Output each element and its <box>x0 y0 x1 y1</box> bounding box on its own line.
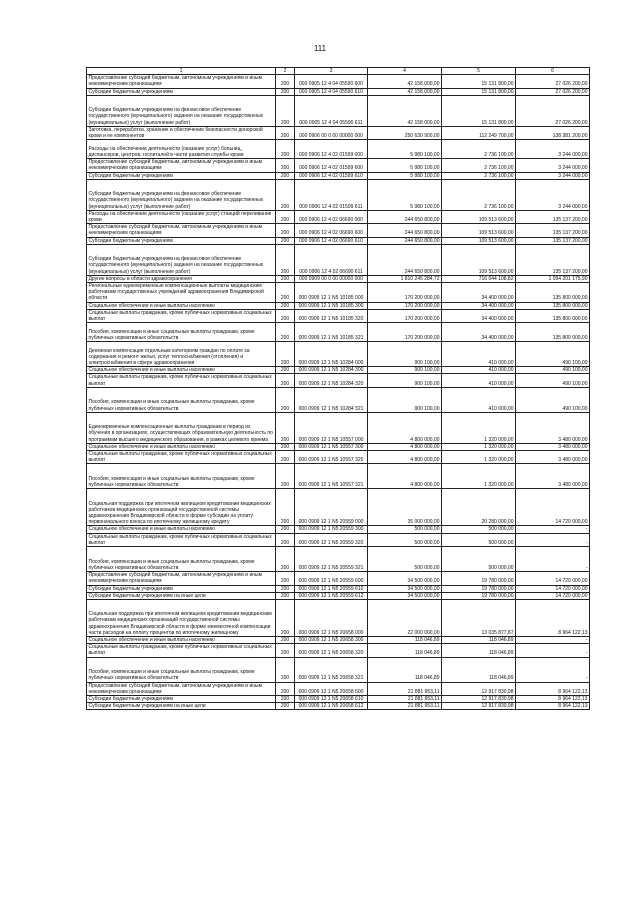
row-code: 200 <box>276 283 295 303</box>
row-value-col4: 244 650 800,00 <box>368 210 442 223</box>
row-value-col6: - <box>516 547 590 572</box>
row-code: 200 <box>276 464 295 489</box>
table-row <box>87 244 590 275</box>
row-name: Социальная поддержка при ипотечном жилищном кредитовании медицинских работников медицинских организаций государственной системы здравоохранения Владимирской области в форме субсидии на уплату первоначального взноса по ипотечному жилищному кредиту <box>87 489 276 526</box>
row-name: Субсидии бюджетным учреждениям <box>87 172 276 179</box>
row-value-col6: 3 480 000,00 <box>516 443 590 450</box>
row-kbk: 000 0909 12 1 N5 10557 321 <box>295 464 368 489</box>
row-code: 200 <box>276 636 295 643</box>
table-row <box>87 210 590 223</box>
row-name: Региональные единовременные компенсационные выплаты медицинским работникам государственных учреждений здравоохранения Владимирской области <box>87 283 276 303</box>
table-row <box>87 657 590 682</box>
row-code: 200 <box>276 159 295 172</box>
table-row <box>87 547 590 572</box>
row-value-col6: 135 137 200,00 <box>516 224 590 237</box>
row-code: 200 <box>276 140 295 159</box>
row-value-col4: 22 000 000,00 <box>368 599 442 636</box>
table-row <box>87 599 590 636</box>
table-row <box>87 695 590 702</box>
row-value-col6: - <box>516 533 590 546</box>
row-code: 200 <box>276 323 295 342</box>
row-value-col4: 42 158 000,00 <box>368 95 442 126</box>
row-name: Социальная поддержка при ипотечном жилищном кредитовании медицинским работникам медицинских организаций государственной системы здравоохранения Владимирской области в форме ежемесячной компенсации части расходов на оплату процентов по ипотечному жилищному <box>87 599 276 636</box>
row-value-col6: 138 381 200,00 <box>516 126 590 139</box>
row-value-col6: - <box>516 657 590 682</box>
row-value-col4: 5 980 100,00 <box>368 140 442 159</box>
row-value-col6: 135 137 200,00 <box>516 244 590 275</box>
row-code: 200 <box>276 443 295 450</box>
row-code: 200 <box>276 657 295 682</box>
table-row <box>87 126 590 139</box>
row-value-col5: 34 400 000,00 <box>442 302 516 309</box>
row-value-col6: 3 480 000,00 <box>516 464 590 489</box>
row-value-col5: 410 000,00 <box>442 387 516 412</box>
row-value-col4: 21 881 953,11 <box>368 682 442 695</box>
table-row <box>87 412 590 443</box>
row-value-col5: 34 400 000,00 <box>442 323 516 342</box>
row-kbk: 000 0909 12 1 N5 20559 600 <box>295 572 368 585</box>
row-value-col4: 118 046,89 <box>368 644 442 657</box>
row-value-col6: 135 800 000,00 <box>516 323 590 342</box>
row-name: Пособия, компенсации и иные социальные выплаты гражданам, кроме публичных нормативных обязательств <box>87 547 276 572</box>
row-value-col4: 900 100,00 <box>368 374 442 387</box>
row-value-col5: 12 917 830,98 <box>442 682 516 695</box>
row-value-col5: 19 780 000,00 <box>442 572 516 585</box>
table-row <box>87 172 590 179</box>
row-value-col5: 500 000,00 <box>442 533 516 546</box>
row-code: 200 <box>276 367 295 374</box>
row-value-col5: 500 000,00 <box>442 526 516 533</box>
row-name: Предоставление субсидий бюджетным, автономным учреждениям и иным некоммерческим организациям <box>87 159 276 172</box>
column-header: 6 <box>516 68 590 75</box>
row-kbk: 000 0905 12 4 04 05590 611 <box>295 95 368 126</box>
column-header: 1 <box>87 68 276 75</box>
row-value-col6: 135 800 000,00 <box>516 309 590 322</box>
row-value-col6: 135 137 200,00 <box>516 237 590 244</box>
row-value-col4: 170 200 000,00 <box>368 302 442 309</box>
row-value-col5: 118 046,89 <box>442 657 516 682</box>
row-name: Социальные выплаты гражданам, кроме публичных нормативных социальных выплат <box>87 451 276 464</box>
table-row <box>87 572 590 585</box>
row-code: 200 <box>276 682 295 695</box>
row-kbk: 000 0906 12 4 02 06690 611 <box>295 244 368 275</box>
row-value-col4: 35 000 000,00 <box>368 489 442 526</box>
row-kbk: 000 0905 12 4 04 05590 610 <box>295 88 368 95</box>
table-row <box>87 140 590 159</box>
row-value-col4: 170 200 000,00 <box>368 309 442 322</box>
row-value-col6: 27 026 200,00 <box>516 95 590 126</box>
row-code: 200 <box>276 489 295 526</box>
row-code: 200 <box>276 172 295 179</box>
row-kbk: 000 0909 12 1 N5 10185 300 <box>295 302 368 309</box>
row-value-col4: 250 630 900,00 <box>368 126 442 139</box>
row-code: 200 <box>276 224 295 237</box>
row-value-col5: 2 736 100,00 <box>442 159 516 172</box>
row-value-col6: 3 244 000,00 <box>516 179 590 210</box>
row-kbk: 000 0906 12 4 02 01599 610 <box>295 172 368 179</box>
table-row <box>87 75 590 88</box>
table-row <box>87 489 590 526</box>
column-header: 5 <box>442 68 516 75</box>
row-code: 200 <box>276 88 295 95</box>
column-header: 3 <box>295 68 368 75</box>
row-value-col6: 14 720 000,00 <box>516 572 590 585</box>
row-kbk: 000 0909 12 1 N5 10185 320 <box>295 309 368 322</box>
row-code: 200 <box>276 95 295 126</box>
row-code: 200 <box>276 547 295 572</box>
row-code: 200 <box>276 309 295 322</box>
row-kbk: 000 0909 12 1 N5 20658 610 <box>295 695 368 702</box>
page-number: 111 <box>313 44 327 53</box>
row-value-col4: 4 800 000,00 <box>368 464 442 489</box>
table-row <box>87 387 590 412</box>
row-kbk: 000 0906 12 4 02 06690 000 <box>295 210 368 223</box>
row-value-col6: 14 720 000,00 <box>516 585 590 592</box>
row-value-col4: 170 200 000,00 <box>368 283 442 303</box>
row-code: 200 <box>276 451 295 464</box>
row-value-col4: 4 800 000,00 <box>368 412 442 443</box>
table-row <box>87 703 590 710</box>
row-value-col6: 135 800 000,00 <box>516 283 590 303</box>
row-value-col4: 900 100,00 <box>368 387 442 412</box>
row-kbk: 000 0906 12 4 02 01599 600 <box>295 159 368 172</box>
table-row <box>87 443 590 450</box>
row-value-col4: 900 100,00 <box>368 367 442 374</box>
row-value-col4: 4 800 000,00 <box>368 451 442 464</box>
row-value-col6: - <box>516 526 590 533</box>
row-value-col6: 27 026 200,00 <box>516 75 590 88</box>
row-value-col5: 13 035 877,87 <box>442 599 516 636</box>
row-kbk: 000 0909 12 1 N5 20658 300 <box>295 636 368 643</box>
table-row <box>87 95 590 126</box>
row-name: Социальное обеспечение и иные выплаты населению <box>87 636 276 643</box>
row-value-col4: 5 980 100,00 <box>368 172 442 179</box>
row-code: 200 <box>276 695 295 702</box>
row-value-col4: 170 200 000,00 <box>368 323 442 342</box>
row-value-col5: 410 000,00 <box>442 367 516 374</box>
table-row <box>87 302 590 309</box>
table-row <box>87 682 590 695</box>
row-kbk: 000 0909 12 1 N5 10284 321 <box>295 387 368 412</box>
row-value-col4: 5 980 100,00 <box>368 159 442 172</box>
row-code: 200 <box>276 592 295 599</box>
row-kbk: 000 0905 12 4 04 05590 600 <box>295 75 368 88</box>
row-value-col4: 244 650 800,00 <box>368 237 442 244</box>
row-name: Социальные выплаты гражданам, кроме публичных нормативных социальных выплат <box>87 533 276 546</box>
table-body <box>87 75 590 710</box>
column-header: 2 <box>276 68 295 75</box>
row-name: Пособия, компенсации и иные социальные выплаты гражданам, кроме публичных нормативных обязательств <box>87 464 276 489</box>
row-value-col6: 135 137 200,00 <box>516 210 590 223</box>
table-row <box>87 644 590 657</box>
row-value-col6: 3 244 000,00 <box>516 140 590 159</box>
row-value-col5: 109 513 600,00 <box>442 210 516 223</box>
row-value-col5: 118 046,89 <box>442 644 516 657</box>
table-row <box>87 179 590 210</box>
row-kbk: 000 0909 12 1 N5 10185 000 <box>295 283 368 303</box>
table-row <box>87 309 590 322</box>
table-row <box>87 342 590 367</box>
row-value-col6: - <box>516 636 590 643</box>
row-name: Пособия, компенсации и иные социальные выплаты гражданам, кроме публичных нормативных обязательств <box>87 657 276 682</box>
table-row <box>87 88 590 95</box>
row-kbk: 000 0909 12 1 N5 20658 321 <box>295 657 368 682</box>
row-kbk: 000 0909 12 1 N5 10185 321 <box>295 323 368 342</box>
row-value-col4: 34 500 000,00 <box>368 592 442 599</box>
row-value-col6: 135 800 000,00 <box>516 302 590 309</box>
row-value-col5: 15 131 800,00 <box>442 75 516 88</box>
row-value-col4: 244 650 800,00 <box>368 244 442 275</box>
row-kbk: 000 0909 12 1 N5 10284 300 <box>295 367 368 374</box>
table-row <box>87 159 590 172</box>
row-value-col4: 500 000,00 <box>368 547 442 572</box>
row-value-col4: 500 000,00 <box>368 526 442 533</box>
row-kbk: 000 0909 12 1 N5 20559 610 <box>295 585 368 592</box>
row-value-col5: 2 736 100,00 <box>442 140 516 159</box>
row-code: 200 <box>276 244 295 275</box>
row-name: Социальное обеспечение и иные выплаты населению <box>87 443 276 450</box>
row-kbk: 000 0909 12 1 N5 20658 600 <box>295 682 368 695</box>
row-kbk: 000 0909 12 1 N5 20658 612 <box>295 703 368 710</box>
row-value-col6: 8 964 122,13 <box>516 599 590 636</box>
row-value-col4: 1 810 245 284,72 <box>368 275 442 282</box>
row-code: 200 <box>276 526 295 533</box>
table-header-row <box>87 68 590 75</box>
row-code: 200 <box>276 703 295 710</box>
row-value-col4: 42 158 000,00 <box>368 88 442 95</box>
row-value-col4: 500 000,00 <box>368 533 442 546</box>
table-row <box>87 451 590 464</box>
row-name: Субсидии бюджетным учреждениям на иные цели <box>87 703 276 710</box>
row-name: Расходы на обеспечение деятельности (оказание услуг) станций переливания крови <box>87 210 276 223</box>
row-value-col6: 3 480 000,00 <box>516 412 590 443</box>
row-value-col5: 15 131 800,00 <box>442 88 516 95</box>
row-name: Заготовка, переработка, хранение и обеспечение безопасности донорской крови и ее компонентов <box>87 126 276 139</box>
row-value-col6: 14 720 000,00 <box>516 592 590 599</box>
row-kbk: 000 0909 12 1 N5 20658 320 <box>295 644 368 657</box>
row-kbk: 000 0909 12 1 N5 20559 612 <box>295 592 368 599</box>
row-value-col6: 490 100,00 <box>516 387 590 412</box>
row-kbk: 000 0909 12 1 N5 10284 000 <box>295 342 368 367</box>
row-value-col4: 900 100,00 <box>368 342 442 367</box>
column-header: 4 <box>368 68 442 75</box>
row-value-col6: 1 094 201 175,90 <box>516 275 590 282</box>
row-code: 200 <box>276 387 295 412</box>
row-name: Субсидии бюджетным учреждениям на финансовое обеспечение государственного (муниципального) задания на оказание государственных (муниципальных) услуг (выполнение работ) <box>87 244 276 275</box>
table-row <box>87 636 590 643</box>
row-code: 200 <box>276 179 295 210</box>
row-name: Социальные выплаты гражданам, кроме публичных нормативных социальных выплат <box>87 374 276 387</box>
row-kbk: 000 0906 12 4 02 01599 000 <box>295 140 368 159</box>
row-code: 200 <box>276 275 295 282</box>
table-row <box>87 533 590 546</box>
row-name: Пособия, компенсации и иные социальные выплаты гражданам, кроме публичных нормативных обязательств <box>87 387 276 412</box>
row-name: Предоставление субсидий бюджетным, автономным учреждениям и иным некоммерческим организациям <box>87 224 276 237</box>
row-kbk: 000 0909 12 1 N5 10284 320 <box>295 374 368 387</box>
row-kbk: 000 0909 12 1 N5 20559 000 <box>295 489 368 526</box>
row-kbk: 000 0906 12 4 02 06690 600 <box>295 224 368 237</box>
row-value-col5: 34 400 000,00 <box>442 283 516 303</box>
row-value-col5: 15 131 800,00 <box>442 95 516 126</box>
row-value-col4: 244 650 800,00 <box>368 224 442 237</box>
row-value-col4: 21 881 953,11 <box>368 695 442 702</box>
row-kbk: 000 0909 12 1 N5 20658 000 <box>295 599 368 636</box>
row-code: 200 <box>276 572 295 585</box>
row-value-col5: 112 249 700,00 <box>442 126 516 139</box>
row-kbk: 000 0906 00 0 00 00000 000 <box>295 126 368 139</box>
row-value-col6: 8 964 122,13 <box>516 682 590 695</box>
row-value-col6: 490 100,00 <box>516 342 590 367</box>
table-row <box>87 464 590 489</box>
row-value-col4: 21 881 953,11 <box>368 703 442 710</box>
row-kbk: 000 0909 12 1 N5 10557 320 <box>295 451 368 464</box>
row-name: Предоставление субсидий бюджетным, автономным учреждениям и иным некоммерческим организациям <box>87 75 276 88</box>
row-name: Социальные выплаты гражданам, кроме публичных нормативных социальных выплат <box>87 644 276 657</box>
row-value-col5: 1 320 000,00 <box>442 412 516 443</box>
row-value-col5: 19 780 000,00 <box>442 585 516 592</box>
row-value-col5: 109 513 600,00 <box>442 237 516 244</box>
row-value-col4: 34 500 000,00 <box>368 585 442 592</box>
row-value-col6: 3 244 000,00 <box>516 159 590 172</box>
row-value-col5: 19 780 000,00 <box>442 592 516 599</box>
row-kbk: 000 0909 12 1 N5 20559 321 <box>295 547 368 572</box>
table-row <box>87 367 590 374</box>
row-value-col5: 1 320 000,00 <box>442 451 516 464</box>
row-value-col6: 14 720 000,00 <box>516 489 590 526</box>
row-name: Субсидии бюджетным учреждениям <box>87 695 276 702</box>
row-name: Расходы на обеспечение деятельности (оказание услуг) больниц, диспансеров, центров, госпиталей в части развития службы крови <box>87 140 276 159</box>
row-code: 200 <box>276 644 295 657</box>
row-value-col5: 2 736 100,00 <box>442 179 516 210</box>
row-code: 200 <box>276 126 295 139</box>
row-code: 200 <box>276 374 295 387</box>
row-name: Субсидии бюджетным учреждениям <box>87 585 276 592</box>
row-value-col6: 3 480 000,00 <box>516 451 590 464</box>
row-name: Социальное обеспечение и иные выплаты населению <box>87 302 276 309</box>
row-code: 200 <box>276 302 295 309</box>
row-kbk: 000 0909 00 0 00 00000 000 <box>295 275 368 282</box>
row-value-col4: 34 500 000,00 <box>368 572 442 585</box>
row-name: Предоставление субсидий бюджетным, автономным учреждениям и иным некоммерческим организациям <box>87 682 276 695</box>
budget-table <box>86 67 590 710</box>
row-kbk: 000 0906 12 4 02 01599 611 <box>295 179 368 210</box>
table-row <box>87 237 590 244</box>
row-value-col4: 118 046,89 <box>368 657 442 682</box>
row-name: Субсидии бюджетным учреждениям на иные цели <box>87 592 276 599</box>
row-value-col5: 500 000,00 <box>442 547 516 572</box>
table-row <box>87 374 590 387</box>
row-name: Предоставление субсидий бюджетным, автономным учреждениям и иным некоммерческим организациям <box>87 572 276 585</box>
row-name: Субсидии бюджетным учреждениям на финансовое обеспечение государственного (муниципального) задания на оказание государственных (муниципальных) услуг (выполнение работ) <box>87 179 276 210</box>
table-row <box>87 224 590 237</box>
row-value-col5: 1 320 000,00 <box>442 464 516 489</box>
row-value-col5: 109 513 600,00 <box>442 244 516 275</box>
row-name: Денежная компенсация отдельным категориям граждан по оплате за содержание и ремонт жилья, услуг теплоснабжения (отопления) и электроснабжения в сфере здравоохранения <box>87 342 276 367</box>
row-name: Социальное обеспечение и иные выплаты населению <box>87 367 276 374</box>
row-code: 200 <box>276 237 295 244</box>
row-value-col6: 490 100,00 <box>516 367 590 374</box>
row-kbk: 000 0906 12 4 02 06690 610 <box>295 237 368 244</box>
row-value-col5: 118 046,89 <box>442 636 516 643</box>
row-code: 200 <box>276 75 295 88</box>
row-name: Субсидии бюджетным учреждениям на финансовое обеспечение государственного (муниципального) задания на оказание государственных (муниципальных) услуг (выполнение работ) <box>87 95 276 126</box>
row-value-col5: 12 917 830,98 <box>442 703 516 710</box>
row-code: 200 <box>276 210 295 223</box>
row-value-col6: 8 964 122,13 <box>516 695 590 702</box>
table-row <box>87 323 590 342</box>
row-value-col5: 34 400 000,00 <box>442 309 516 322</box>
row-code: 200 <box>276 342 295 367</box>
row-value-col4: 4 800 000,00 <box>368 443 442 450</box>
row-value-col4: 5 980 100,00 <box>368 179 442 210</box>
row-value-col6: 8 964 122,13 <box>516 703 590 710</box>
table-row <box>87 585 590 592</box>
row-code: 200 <box>276 599 295 636</box>
row-value-col6: 27 026 200,00 <box>516 88 590 95</box>
row-value-col5: 410 000,00 <box>442 342 516 367</box>
row-kbk: 000 0909 12 1 N5 20559 300 <box>295 526 368 533</box>
row-value-col5: 716 044 108,82 <box>442 275 516 282</box>
row-name: Социальное обеспечение и иные выплаты населению <box>87 526 276 533</box>
row-name: Единовременные компенсационные выплаты гражданам в период их обучения в организациях, осуществляющих образовательную деятельность по программам высшего медицинского образования, в рамках целевого приема <box>87 412 276 443</box>
row-value-col6: - <box>516 644 590 657</box>
row-name: Пособия, компенсации и иные социальные выплаты гражданам, кроме публичных нормативных обязательств <box>87 323 276 342</box>
table-row <box>87 275 590 282</box>
row-value-col5: 1 320 000,00 <box>442 443 516 450</box>
table-row <box>87 526 590 533</box>
row-value-col4: 118 046,89 <box>368 636 442 643</box>
row-value-col5: 20 280 000,00 <box>442 489 516 526</box>
row-code: 200 <box>276 412 295 443</box>
table-row <box>87 592 590 599</box>
row-value-col6: 3 244 000,00 <box>516 172 590 179</box>
row-name: Другие вопросы в области здравоохранения <box>87 275 276 282</box>
row-code: 200 <box>276 585 295 592</box>
row-value-col5: 109 513 600,00 <box>442 224 516 237</box>
row-value-col5: 12 917 830,98 <box>442 695 516 702</box>
row-value-col4: 42 158 000,00 <box>368 75 442 88</box>
row-name: Субсидии бюджетным учреждениям <box>87 237 276 244</box>
row-kbk: 000 0909 12 1 N5 10557 300 <box>295 443 368 450</box>
row-kbk: 000 0909 12 1 N5 20559 320 <box>295 533 368 546</box>
row-name: Социальные выплаты гражданам, кроме публичных нормативных социальных выплат <box>87 309 276 322</box>
row-value-col6: 490 100,00 <box>516 374 590 387</box>
row-name: Субсидии бюджетным учреждениям <box>87 88 276 95</box>
row-value-col5: 2 736 100,00 <box>442 172 516 179</box>
row-value-col5: 410 000,00 <box>442 374 516 387</box>
row-kbk: 000 0909 12 1 N5 10557 000 <box>295 412 368 443</box>
table-row <box>87 283 590 303</box>
row-code: 200 <box>276 533 295 546</box>
